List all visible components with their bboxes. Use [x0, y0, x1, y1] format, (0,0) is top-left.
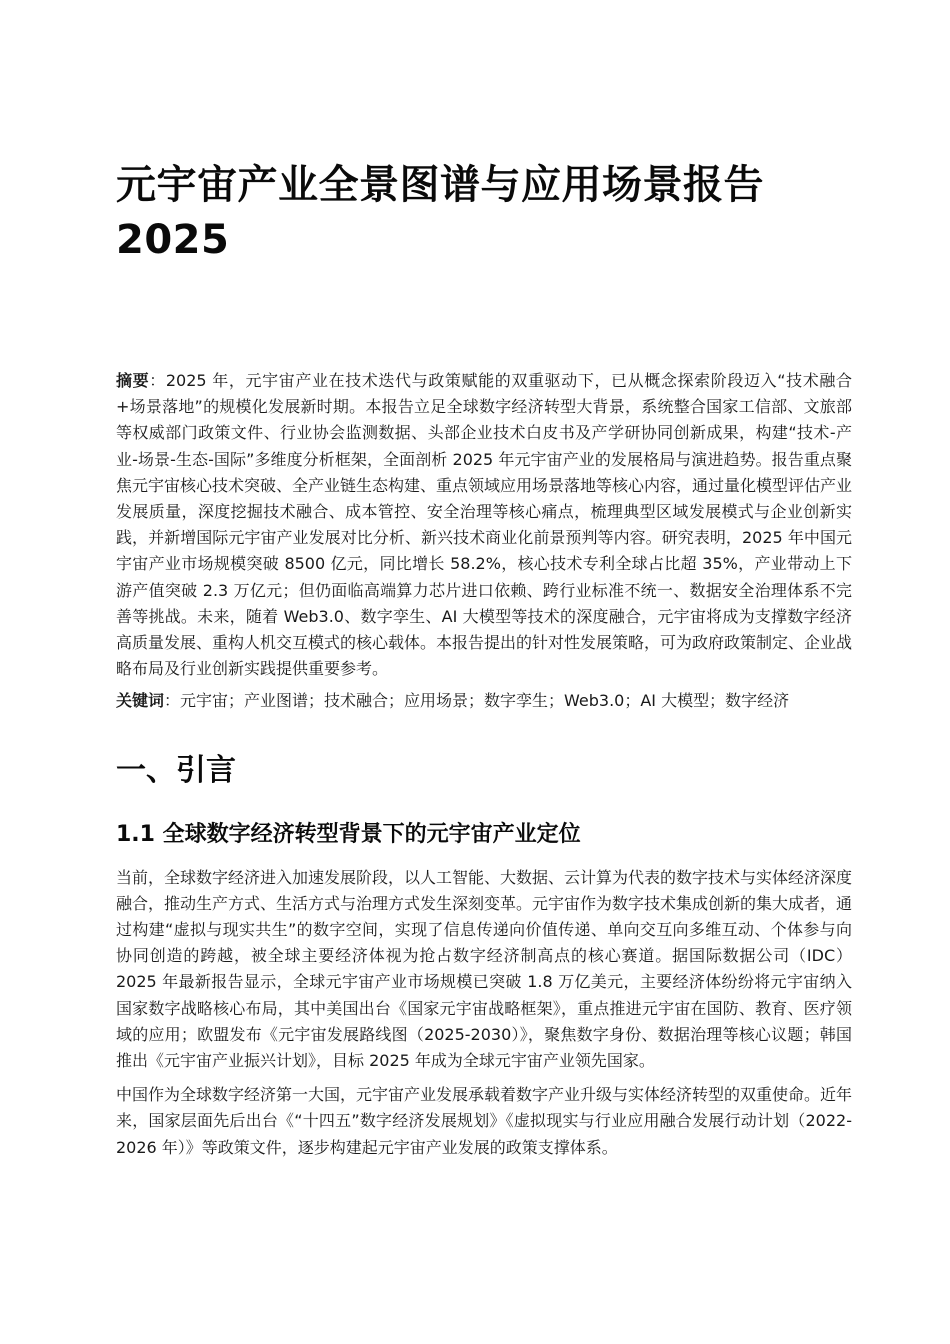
abstract-label: 摘要 [116, 371, 150, 390]
keywords-separator: ： [164, 691, 181, 711]
abstract-separator: ： [149, 371, 166, 390]
document-title: 元宇宙产业全景图谱与应用场景报告2025 [116, 162, 764, 263]
subsection-heading-1-1: 1.1 全球数字经济转型背景下的元宇宙产业定位 [116, 821, 581, 847]
abstract-paragraph [116, 368, 852, 682]
keywords-text: 元宇宙；产业图谱；技术融合；应用场景；数字孪生；Web3.0；AI 大模型；数字经济 [180, 691, 790, 711]
keywords-paragraph [116, 688, 852, 714]
abstract-text: 2025 年，元宇宙产业在技术迭代与政策赋能的双重驱动下，已从概念探索阶段迈入“技术融合+场景落地”的规模化发展新时期。本报告立足全球数字经济转型大背景，系统整合国家工信部、文旅部等权威部门政策文件、行业协会监测数据、头部企业技术白皮书及产学研协同创新成果，构建“技术-产业-场景-生态-国际”多维度分析框架，全面剖析 2025 年元宇宙产业的发展格局与演进趋势。报告重点聚焦元宇宙核心技术突破、全产业链生态构建、重点领域应用场景落地等核心内容，通过量化模型评估产业发展质量，深度挖掘技术融合、成本管控、安全治理等核心痛点，梳理典型区域发展模式与企业创新实践，并新增国际元宇宙产业发展对比分析、新兴技术商业化前景预判等内容。研究表明，2025 年中国元宇宙产业市场规模突破 8500 亿元，同比增长 58.2%，核心技术专利全球占比超 35%，产业带动上下游产值突破 2.3 万亿元；但仍面临高端算力芯片进口依赖、跨行业标准不统一、数据安全治理体系不完善等挑战。未来，随着 Web3.0、数字孪生、AI 大模型等技术的深度融合，元宇宙将成为支撑数字经济高质量发展、重构人机交互模式的核心载体。本报告提出的针对性发展策略，可为政府政策制定、企业战略布局及行业创新实践提供重要参考。 [116, 371, 853, 679]
body-paragraph: 中国作为全球数字经济第一大国，元宇宙产业发展承载着数字产业升级与实体经济转型的双重使命。近年来，国家层面先后出台《“十四五”数字经济发展规划》《虚拟现实与行业应用融合发展行动计划（2022-2026 年）》等政策文件，逐步构建起元宇宙产业发展的政策支撑体系。 [116, 1085, 853, 1157]
body-paragraph: 当前，全球数字经济进入加速发展阶段，以人工智能、大数据、云计算为代表的数字技术与实体经济深度融合，推动生产方式、生活方式与治理方式发生深刻变革。元宇宙作为数字技术集成创新的集大成者，通过构建“虚拟与现实共生”的数字空间，实现了信息传递向价值传递、单向交互向多维互动、个体参与向协同创造的跨越，被全球主要经济体视为抢占数字经济制高点的核心赛道。据国际数据公司（IDC）2025 年最新报告显示，全球元宇宙产业市场规模已突破 1.8 万亿美元，主要经济体纷纷将元宇宙纳入国家数字战略核心布局，其中美国出台《国家元宇宙战略框架》，重点推进元宇宙在国防、教育、医疗领域的应用；欧盟发布《元宇宙发展路线图（2025-2030）》，聚焦数字身份、数据治理等核心议题；韩国推出《元宇宙产业振兴计划》，目标 2025 年成为全球元宇宙产业领先国家。 [116, 867, 853, 1071]
keywords-label: 关键词 [116, 691, 165, 711]
document-page [116, 158, 852, 1161]
abstract-section [116, 368, 852, 715]
section-heading-introduction: 一、引言 [116, 752, 236, 788]
